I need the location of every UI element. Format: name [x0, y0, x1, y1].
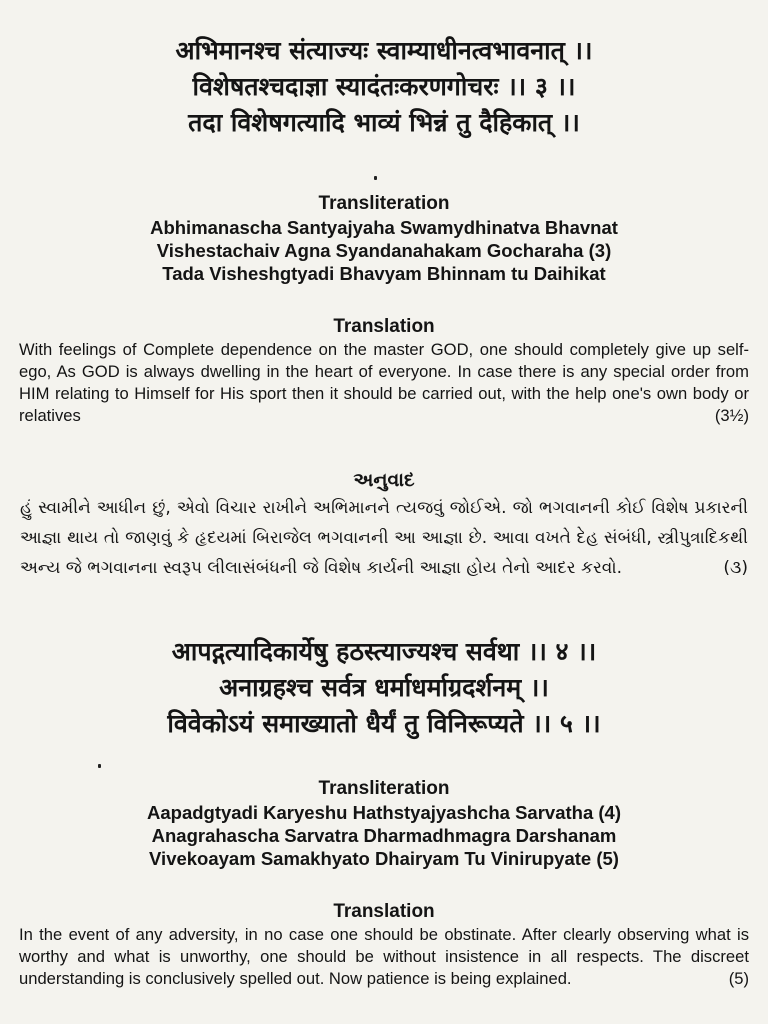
gujarati-text: હું સ્વામીને આધીન છું, એવો વિચાર રાખીને અભિમાનને ત્યજવું જોઈએ. જો ભગવાનની કોઈ વિશેષ પ્રકારની આજ્ઞા થાય તો જાણવું કે હૃદયમાં બિરાજેલ ભગવાનની આ આજ્ઞા છે. આવા વખતે દેહ સંબંધી, સ્ત્રીપુત્રાદિકથી અન્ય જે ભગવાનના સ્વરૂપ લીલાસંબંધની જે વિશેષ કાર્યની આજ્ઞા હોય તેનો આદર કરવો.: [20, 498, 748, 578]
verse-line: आपद्गत्यादिकार्येषु हठस्त्याज्यश्च सर्वथा ।। ४ ।।: [171, 637, 597, 666]
verse-line: अनाग्रहश्च सर्वत्र धर्माधर्माग्रदर्शनम् ।।: [219, 673, 549, 702]
verse-line: विशेषतश्चदाज्ञा स्यादंतःकरणगोचरः ।। ३ ।।: [192, 72, 576, 101]
gujarati-section: [0, 467, 768, 583]
translation-text: With feelings of Complete dependence on the master GOD, one should completely give up self-ego, As GOD is always dwelling in the heart of everyone. In case there is any special order from HIM relating to Himself for His sport then it should be carried out, with the help one's own body or relatives: [19, 340, 749, 425]
transliteration-line: Aapadgtyadi Karyeshu Hathstyajyashcha Sarvatha (4): [147, 802, 621, 823]
print-speck: [98, 764, 101, 768]
translation-text: In the event of any adversity, in no case one should be obstinate. After clearly observing what is worthy and what is unworthy, one should be without insistence in all respects. The discreet understanding is conclusively spelled out. Now patience is being explained.: [19, 925, 749, 988]
section-heading: અનુવાદ: [353, 469, 415, 491]
verse-line: तदा विशेषगत्यादि भाव्यं भिन्नं तु दैहिकात् ।।: [188, 108, 580, 137]
transliteration-section-2: [0, 777, 768, 870]
gujarati-paragraph: [0, 493, 768, 583]
verse-line: अभिमानश्च संत्याज्यः स्वाम्याधीनत्वभावनात् ।।: [175, 36, 593, 65]
verse-number: (5): [728, 969, 749, 988]
section-heading: Transliteration: [318, 193, 450, 214]
sanskrit-verse-4-5: [0, 634, 768, 742]
transliteration-line: Tada Visheshgtyadi Bhavyam Bhinnam tu Daihikat: [162, 263, 606, 284]
translation-section-1: [0, 315, 768, 427]
transliteration-line: Vivekoayam Samakhyato Dhairyam Tu Vinirupyate (5): [149, 848, 619, 869]
transliteration-line: Vishestachaiv Agna Syandanahakam Gocharaha (3): [156, 240, 612, 261]
transliteration-line: Anagrahascha Sarvatra Dharmadhmagra Darshanam: [151, 825, 617, 846]
transliteration-section-1: [0, 192, 768, 285]
translation-paragraph: [0, 339, 768, 427]
section-heading: Translation: [333, 316, 435, 337]
transliteration-line: Abhimanascha Santyajyaha Swamydhinatva Bhavnat: [150, 217, 618, 238]
translation-section-2: [0, 900, 768, 990]
print-speck: [374, 176, 377, 180]
sanskrit-verse-3: [0, 33, 768, 141]
verse-line: विवेकोऽयं समाख्यातो धैर्यं तु विनिरूप्यते ।। ५ ।।: [167, 709, 601, 738]
translation-paragraph: [0, 924, 768, 990]
section-heading: Translation: [333, 901, 435, 922]
verse-number: (૩): [723, 558, 748, 578]
section-heading: Transliteration: [318, 778, 450, 799]
verse-number: (3½): [714, 406, 749, 425]
